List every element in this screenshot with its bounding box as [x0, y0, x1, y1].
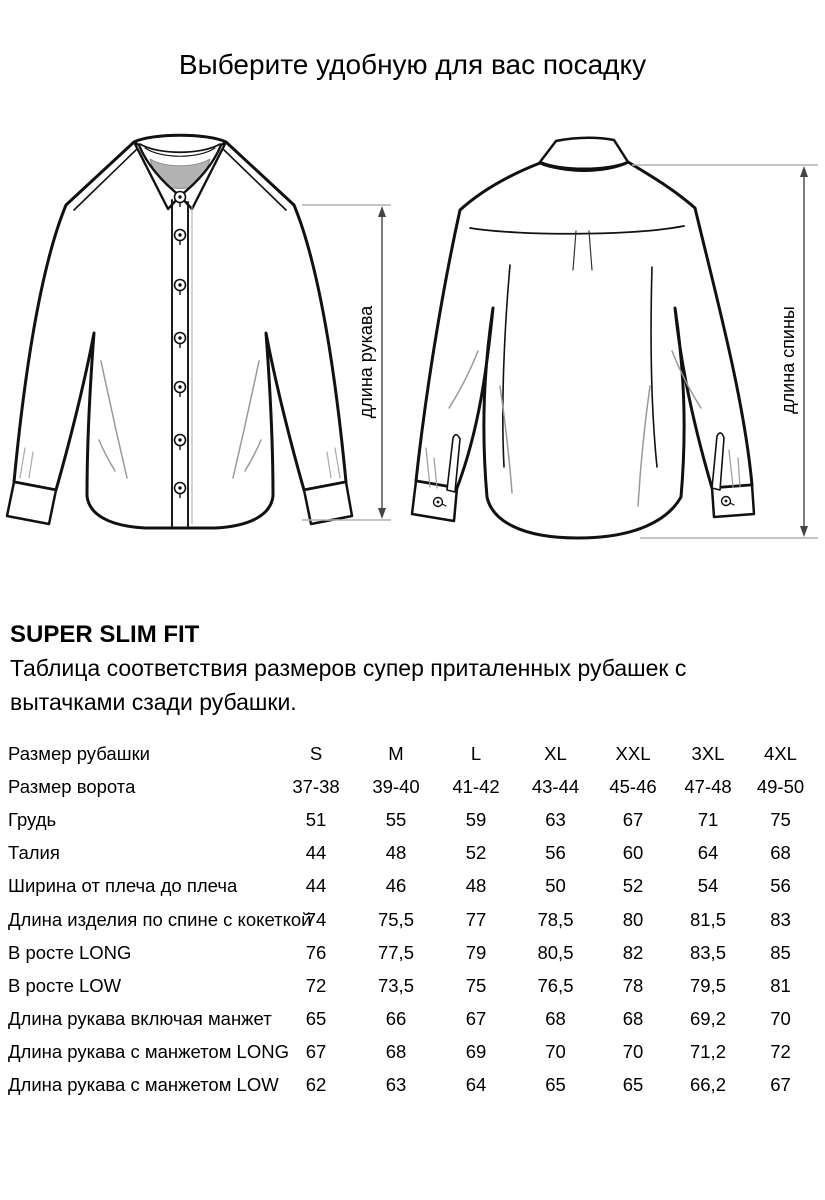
row-label-cell: Длина рукава с манжетом LONG — [8, 1041, 289, 1063]
value-cell: 79 — [465, 941, 487, 963]
value-cell: 56 — [545, 842, 566, 864]
shirt-front-drawing — [7, 135, 352, 528]
value-cell: 68 — [622, 1008, 644, 1030]
value-cell: 52 — [622, 875, 644, 897]
value-cell: 71 — [697, 808, 719, 830]
value-cell: 83 — [770, 908, 791, 930]
value-cell: 75 — [465, 974, 487, 996]
arrow-down-icon — [800, 526, 808, 537]
value-cell: 60 — [622, 842, 644, 864]
value-cell: 44 — [305, 842, 327, 864]
value-cell: XL — [544, 742, 567, 764]
value-cell: 82 — [622, 941, 644, 963]
value-cell: 55 — [385, 808, 407, 830]
value-cell: 85 — [770, 941, 791, 963]
size-table — [8, 737, 816, 1102]
size-table-row — [8, 1036, 816, 1069]
value-cell: 45-46 — [609, 775, 657, 797]
value-cell: 72 — [770, 1041, 791, 1063]
value-cell: 76,5 — [537, 974, 574, 996]
value-cell: 47-48 — [684, 775, 732, 797]
value-cell: 67 — [622, 808, 644, 830]
value-cell: 75,5 — [377, 908, 414, 930]
value-cell: 73,5 — [377, 974, 414, 996]
value-cell: 71,2 — [689, 1041, 726, 1063]
value-cell: 65 — [545, 1074, 566, 1096]
value-cell: 44 — [305, 875, 327, 897]
back-collar — [540, 138, 628, 169]
value-cell: 70 — [770, 1008, 791, 1030]
size-table-row — [8, 870, 816, 903]
shirt-back-drawing — [412, 138, 754, 538]
value-cell: 74 — [305, 908, 327, 930]
value-cell: 37-38 — [292, 775, 340, 797]
value-cell: 76 — [305, 941, 327, 963]
value-cell: 62 — [305, 1074, 327, 1096]
value-cell: 49-50 — [756, 775, 805, 797]
value-cell: 78,5 — [537, 908, 574, 930]
size-table-row — [8, 737, 816, 770]
value-cell: 79,5 — [689, 974, 726, 996]
value-cell: 52 — [465, 842, 487, 864]
value-cell: 67 — [465, 1008, 487, 1030]
value-cell: 39-40 — [372, 775, 420, 797]
value-cell: 50 — [545, 875, 566, 897]
value-cell: 68 — [770, 842, 791, 864]
size-table-row — [8, 1069, 816, 1102]
value-cell: 56 — [770, 875, 791, 897]
value-cell: 69,2 — [689, 1008, 726, 1030]
arrow-down-icon — [378, 508, 386, 519]
value-cell: 80,5 — [537, 941, 574, 963]
value-cell: 64 — [697, 842, 719, 864]
value-cell: 65 — [622, 1074, 644, 1096]
size-table-row — [8, 903, 816, 936]
section-heading: SUPER SLIM FIT — [10, 621, 200, 648]
value-cell: 68 — [385, 1041, 407, 1063]
shirt-diagrams — [0, 118, 825, 588]
value-cell: 64 — [465, 1074, 487, 1096]
front-cuff-right — [304, 482, 352, 524]
value-cell: 81 — [770, 974, 791, 996]
arrow-up-icon — [800, 166, 808, 177]
size-table-row — [8, 837, 816, 870]
value-cell: 67 — [305, 1041, 327, 1063]
size-table-row — [8, 770, 816, 803]
row-label-cell: Длина изделия по спине с кокеткой — [8, 908, 312, 930]
value-cell: 75 — [770, 808, 791, 830]
value-cell: 66 — [385, 1008, 407, 1030]
value-cell: 65 — [305, 1008, 327, 1030]
size-table-row — [8, 803, 816, 836]
value-cell: 59 — [465, 808, 487, 830]
value-cell: 72 — [305, 974, 327, 996]
row-label-cell: Длина рукава включая манжет — [8, 1008, 272, 1030]
value-cell: 48 — [465, 875, 487, 897]
row-label-cell: Размер ворота — [8, 775, 136, 797]
value-cell: 81,5 — [689, 908, 726, 930]
value-cell: L — [470, 742, 482, 764]
value-cell: 3XL — [691, 742, 725, 764]
row-label-cell: Грудь — [8, 808, 57, 830]
size-table-row — [8, 936, 816, 969]
front-cuff-left — [7, 482, 56, 524]
page-title: Выберите удобную для вас посадку — [178, 49, 647, 80]
row-label-cell: Размер рубашки — [8, 742, 150, 764]
back-body-outline — [416, 162, 752, 538]
value-cell: 63 — [545, 808, 566, 830]
value-cell: 46 — [385, 875, 407, 897]
value-cell: 69 — [465, 1041, 487, 1063]
value-cell: 70 — [622, 1041, 644, 1063]
value-cell: XXL — [615, 742, 651, 764]
value-cell: 48 — [385, 842, 407, 864]
value-cell: 68 — [545, 1008, 566, 1030]
value-cell: 70 — [545, 1041, 566, 1063]
value-cell: 83,5 — [689, 941, 726, 963]
value-cell: 4XL — [764, 742, 797, 764]
value-cell: 80 — [622, 908, 644, 930]
value-cell: 66,2 — [689, 1074, 726, 1096]
size-table-row — [8, 969, 816, 1002]
arrow-up-icon — [378, 206, 386, 217]
row-label-cell: Талия — [8, 842, 60, 864]
value-cell: 43-44 — [531, 775, 580, 797]
section-description: Таблица соответствия размеров супер приталенных рубашек с вытачками сзади рубашки. — [10, 655, 687, 715]
back-length-label: длина спины — [778, 306, 798, 414]
value-cell: M — [388, 742, 404, 764]
row-label-cell: В росте LONG — [8, 941, 132, 963]
row-label-cell: В росте LOW — [8, 974, 122, 996]
value-cell: 78 — [622, 974, 644, 996]
size-table-row — [8, 1003, 816, 1036]
value-cell: 41-42 — [452, 775, 500, 797]
value-cell: 67 — [770, 1074, 791, 1096]
value-cell: 51 — [305, 808, 327, 830]
row-label-cell: Длина рукава с манжетом LOW — [8, 1074, 279, 1096]
value-cell: 77,5 — [377, 941, 414, 963]
sleeve-length-label: длина рукава — [356, 305, 376, 419]
value-cell: S — [309, 742, 323, 764]
value-cell: 77 — [465, 908, 487, 930]
value-cell: 63 — [385, 1074, 407, 1096]
value-cell: 54 — [697, 875, 719, 897]
row-label-cell: Ширина от плеча до плеча — [8, 875, 238, 897]
